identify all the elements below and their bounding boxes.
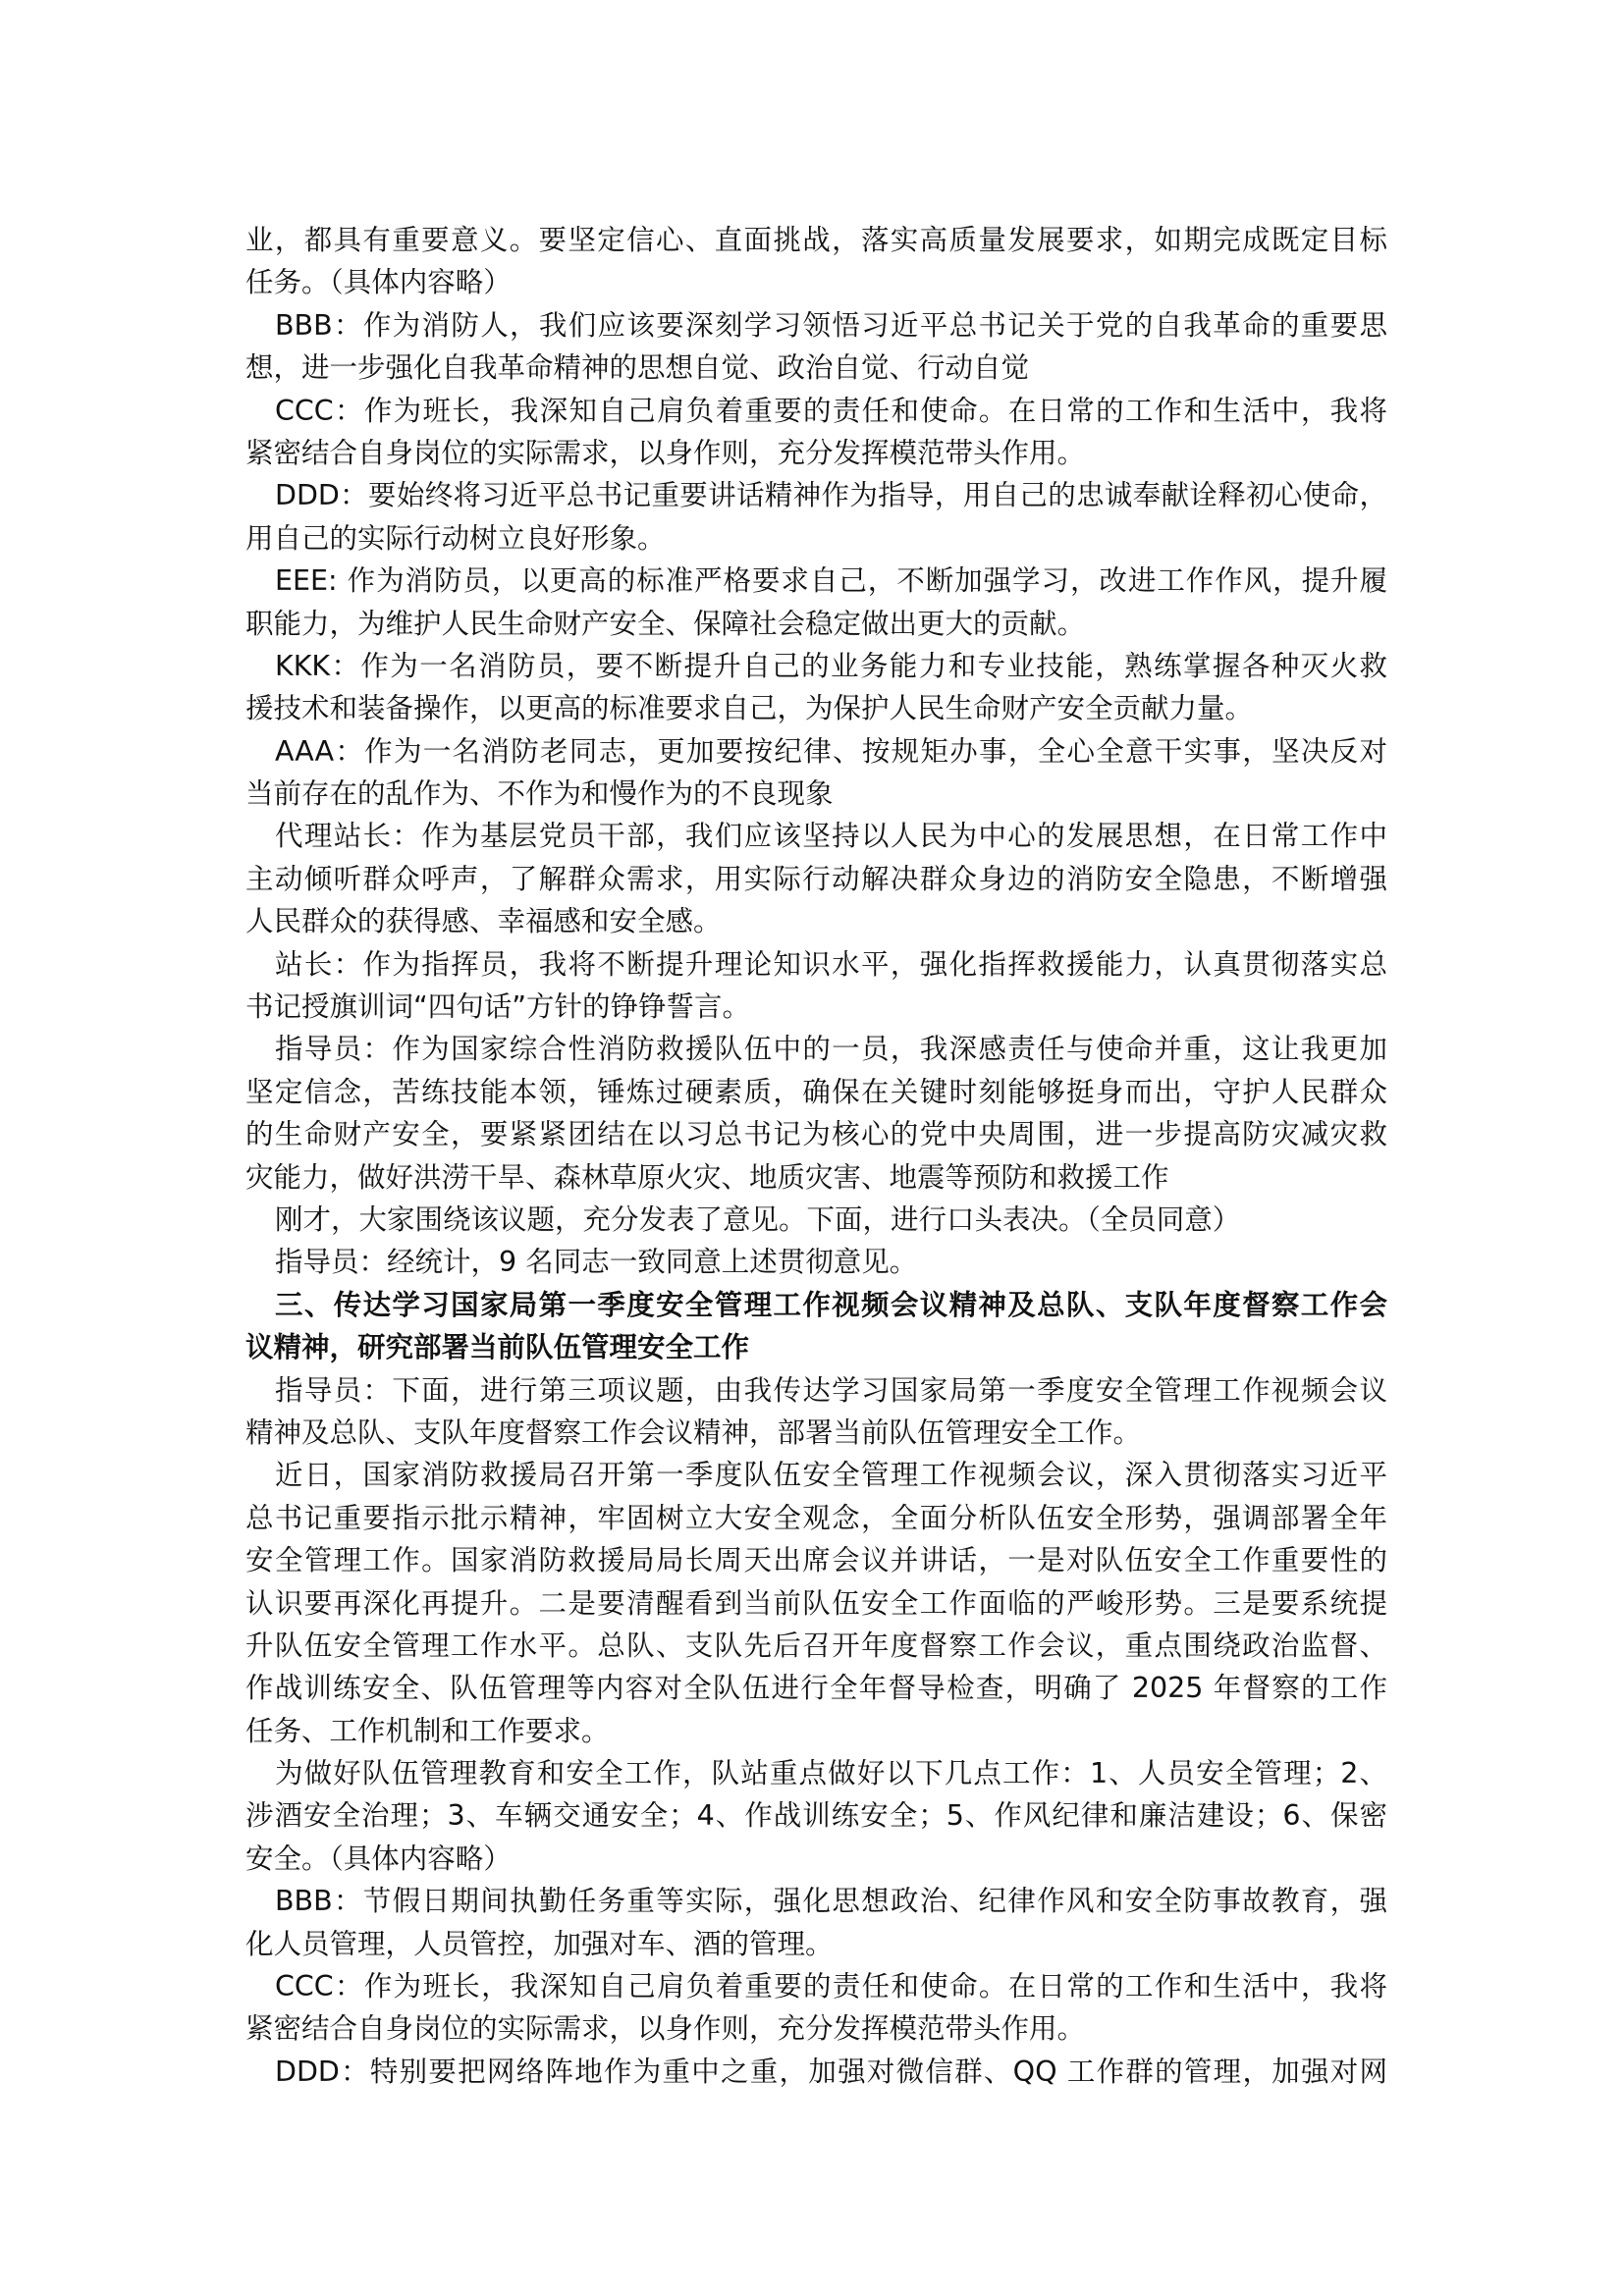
- text-line: 人民群众的获得感、幸福感和安全感。: [245, 905, 722, 938]
- text-line: 精神及总队、支队年度督察工作会议精神，部署当前队伍管理安全工作。: [245, 1415, 1142, 1449]
- text-line: 主动倾听群众呼声，了解群众需求，用实际行动解决群众身边的消防安全隐患，不断增强: [245, 862, 1387, 895]
- text-line: 总书记重要指示批示精神，牢固树立大安全观念，全面分析队伍安全形势，强调部署全年: [245, 1501, 1387, 1534]
- paragraph: [245, 304, 1387, 390]
- text-line: DDD：特别要把网络阵地作为重中之重，加强对微信群、QQ 工作群的管理，加强对网: [275, 2055, 1387, 2088]
- paragraph: [245, 943, 1387, 1029]
- paragraph: [245, 474, 1387, 560]
- text-line: 援技术和装备操作，以更高的标准要求自己，为保护人民生命财产安全贡献力量。: [245, 692, 1254, 725]
- text-line: 站长：作为指挥员，我将不断提升理论知识水平，强化指挥救援能力，认真贯彻落实总: [275, 947, 1387, 981]
- paragraph: [245, 645, 1387, 730]
- paragraph: [245, 560, 1387, 645]
- text-line: 紧密结合自身岗位的实际需求，以身作则，充分发挥模范带头作用。: [245, 436, 1086, 469]
- text-line: 指导员：经统计，9 名同志一致同意上述贯彻意见。: [275, 1246, 918, 1279]
- text-line: 安全。（具体内容略）: [245, 1842, 512, 1875]
- text-line: 代理站长：作为基层党员干部，我们应该坚持以人民为中心的发展思想，在日常工作中: [275, 820, 1387, 853]
- text-line: 当前存在的乱作为、不作为和慢作为的不良现象: [245, 777, 834, 811]
- text-line: 用自己的实际行动树立良好形象。: [245, 521, 666, 555]
- paragraph: [245, 1369, 1387, 1455]
- text-line: 认识要再深化再提升。二是要清醒看到当前队伍安全工作面临的严峻形势。三是要系统提: [245, 1586, 1387, 1620]
- paragraph: [245, 1028, 1387, 1199]
- section-heading: [245, 1284, 1387, 1369]
- paragraph: [245, 1965, 1387, 2051]
- paragraph: [245, 390, 1387, 475]
- paragraph: [245, 1241, 1387, 1283]
- text-line: 为做好队伍管理教育和安全工作，队站重点做好以下几点工作：1、人员安全管理；2、: [275, 1757, 1387, 1790]
- paragraph: [245, 219, 1387, 304]
- text-line: BBB：作为消防人，我们应该要深刻学习领悟习近平总书记关于党的自我革命的重要思: [275, 308, 1387, 342]
- text-line: 任务。（具体内容略）: [245, 266, 512, 299]
- text-line: 的生命财产安全，要紧紧团结在以习总书记为核心的党中央周围，进一步提高防灾减灾救: [245, 1118, 1387, 1151]
- text-line: 三、传达学习国家局第一季度安全管理工作视频会议精神及总队、支队年度督察工作会: [275, 1288, 1387, 1321]
- text-line: AAA：作为一名消防老同志，更加要按纪律、按规矩办事，全心全意干实事，坚决反对: [275, 734, 1387, 768]
- text-line: 近日，国家消防救援局召开第一季度队伍安全管理工作视频会议，深入贯彻落实习近平: [275, 1459, 1387, 1492]
- text-line: 职能力，为维护人民生命财产安全、保障社会稳定做出更大的贡献。: [245, 607, 1086, 640]
- text-line: KKK：作为一名消防员，要不断提升自己的业务能力和专业技能，熟练掌握各种灭火救: [275, 649, 1387, 682]
- text-line: DDD：要始终将习近平总书记重要讲话精神作为指导，用自己的忠诚奉献诠释初心使命，: [275, 479, 1387, 512]
- text-line: 紧密结合自身岗位的实际需求，以身作则，充分发挥模范带头作用。: [245, 2012, 1086, 2046]
- text-line: 书记授旗训词“四句话”方针的铮铮誓言。: [245, 990, 751, 1024]
- text-line: 升队伍安全管理工作水平。总队、支队先后召开年度督察工作会议，重点围绕政治监督、: [245, 1629, 1387, 1662]
- text-line: 议精神，研究部署当前队伍管理安全工作: [245, 1331, 750, 1364]
- text-line: 涉酒安全治理；3、车辆交通安全；4、作战训练安全；5、作风纪律和廉洁建设；6、保密: [245, 1799, 1387, 1833]
- document-body: [245, 219, 1387, 2093]
- text-line: BBB：节假日期间执勤任务重等实际，强化思想政治、纪律作风和安全防事故教育，强: [275, 1885, 1387, 1918]
- text-line: 业，都具有重要意义。要坚定信心、直面挑战，落实高质量发展要求，如期完成既定目标: [245, 224, 1387, 256]
- text-line: 想，进一步强化自我革命精神的思想自觉、政治自觉、行动自觉: [245, 351, 1030, 385]
- text-line: CCC：作为班长，我深知自己肩负着重要的责任和使命。在日常的工作和生活中，我将: [275, 1970, 1387, 2003]
- text-line: 坚定信念，苦练技能本领，锤炼过硬素质，确保在关键时刻能够挺身而出，守护人民群众: [245, 1075, 1387, 1108]
- text-line: EEE: 作为消防员，以更高的标准严格要求自己，不断加强学习，改进工作作风，提升履: [275, 564, 1387, 598]
- paragraph: [245, 1880, 1387, 1965]
- paragraph: [245, 1199, 1387, 1241]
- paragraph: [245, 730, 1387, 816]
- text-line: 化人员管理，人员管控，加强对车、酒的管理。: [245, 1927, 834, 1960]
- paragraph: [245, 2051, 1387, 2093]
- text-line: 任务、工作机制和工作要求。: [245, 1714, 610, 1747]
- text-line: CCC：作为班长，我深知自己肩负着重要的责任和使命。在日常的工作和生活中，我将: [275, 394, 1387, 427]
- text-line: 刚才，大家围绕该议题，充分发表了意见。下面，进行口头表决。（全员同意）: [275, 1202, 1241, 1236]
- text-line: 指导员：下面，进行第三项议题，由我传达学习国家局第一季度安全管理工作视频会议: [275, 1373, 1387, 1407]
- text-line: 指导员：作为国家综合性消防救援队伍中的一员，我深感责任与使命并重，这让我更加: [275, 1033, 1387, 1066]
- text-line: 安全管理工作。国家消防救援局局长周天出席会议并讲话，一是对队伍安全工作重要性的: [245, 1544, 1387, 1577]
- text-line: 灾能力，做好洪涝干旱、森林草原火灾、地质灾害、地震等预防和救援工作: [245, 1160, 1169, 1194]
- paragraph: [245, 1752, 1387, 1880]
- paragraph: [245, 1454, 1387, 1752]
- paragraph: [245, 815, 1387, 942]
- text-line: 作战训练安全、队伍管理等内容对全队伍进行全年督导检查，明确了 2025 年督察的工作: [245, 1672, 1387, 1705]
